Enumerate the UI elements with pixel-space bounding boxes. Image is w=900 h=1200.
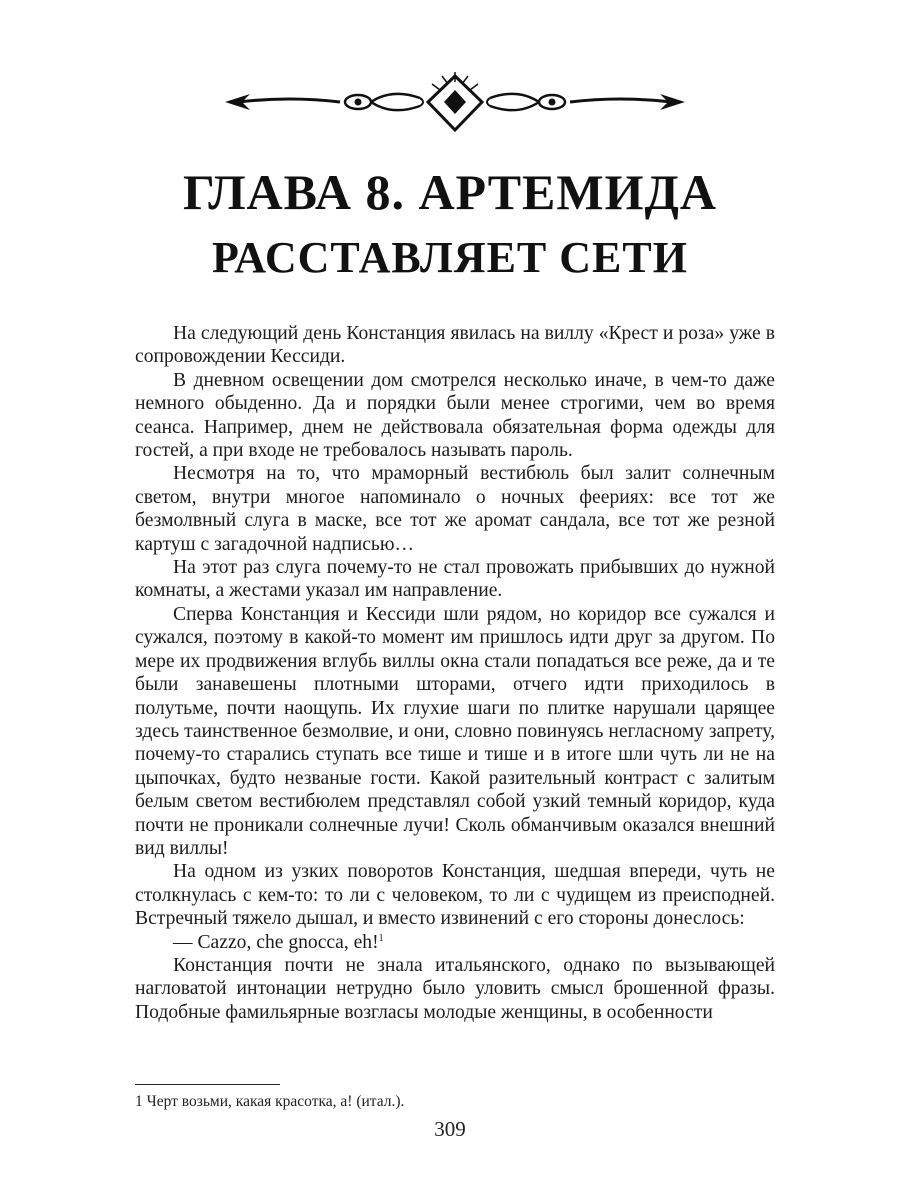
footnote-divider (135, 1084, 280, 1085)
chapter-ornament (220, 70, 690, 135)
paragraph: На одном из узких поворотов Констанция, шедшая впереди, чуть не столкнулась с кем-то: то ли с человеком, то ли с чудищем из преисподней. Встречный тяжело дышал, и вместо извинений с его стороны донеслось: (135, 861, 775, 930)
paragraph: Сперва Констанция и Кессиди шли рядом, но коридор все сужался и сужался, поэтому в какой-то момент им пришлось идти друг за другом. По мере их продвижения вглубь виллы окна стали попадаться все реже, да и те были занавешены плотными шторами, отчего идти приходилось в полутьме, почти наощупь. Их глухие шаги по плитке нарушали царящее здесь таинственное безмолвие, и они, словно повинуясь негласному запрету, почему-то старались ступать все тише и тише и в итоге шли чуть ли не на цыпочках, будто незваные гости. Какой разительный контраст с залитым белым светом вестибюлем представлял собой узкий темный коридор, куда почти не проникали солнечные лучи! Сколь обманчивым оказался внешний вид виллы! (135, 603, 775, 859)
footnote-reference[interactable]: 1 (378, 932, 384, 944)
footnote: 1 Черт возьми, какая красотка, а! (итал.). (135, 1093, 405, 1110)
paragraph: Несмотря на то, что мраморный вестибюль был залит солнечным светом, внутри многое напоминало о ночных феериях: все тот же безмолвный слуга в маске, все тот же аромат сандала, все тот же резной картуш с загадочной надписью… (135, 463, 775, 555)
paragraph: В дневном освещении дом смотрелся несколько иначе, в чем-то даже немного обыденно. Да и порядки были менее строгими, чем во время сеанса. Например, днем не действовала обязательная форма одежды для гостей, а при входе не требовалось называть пароль. (135, 369, 775, 462)
decorative-divider-icon (220, 70, 690, 135)
dialogue-line (135, 931, 775, 954)
chapter-title-line-1: ГЛАВА 8. АРТЕМИДА (183, 164, 717, 220)
page-number: 309 (434, 1117, 466, 1141)
chapter-body (135, 322, 775, 1024)
paragraph: Констанция почти не знала итальянского, однако по вызывающей нагловатой интонации нетрудно было уловить смысл брошенной фразы. Подобные фамильярные возгласы молодые женщины, в особенности (135, 954, 775, 1023)
dialogue-text: — Cazzo, che gnocca, eh! (173, 931, 379, 953)
chapter-title-line-2: РАССТАВЛЯЕТ СЕТИ (212, 233, 688, 282)
paragraph: На следующий день Констанция явилась на виллу «Крест и роза» уже в сопровождении Кессиди. (135, 323, 775, 368)
paragraph: На этот раз слуга почему-то не стал провожать прибывших до нужной комнаты, а жестами указал им направление. (135, 557, 775, 602)
